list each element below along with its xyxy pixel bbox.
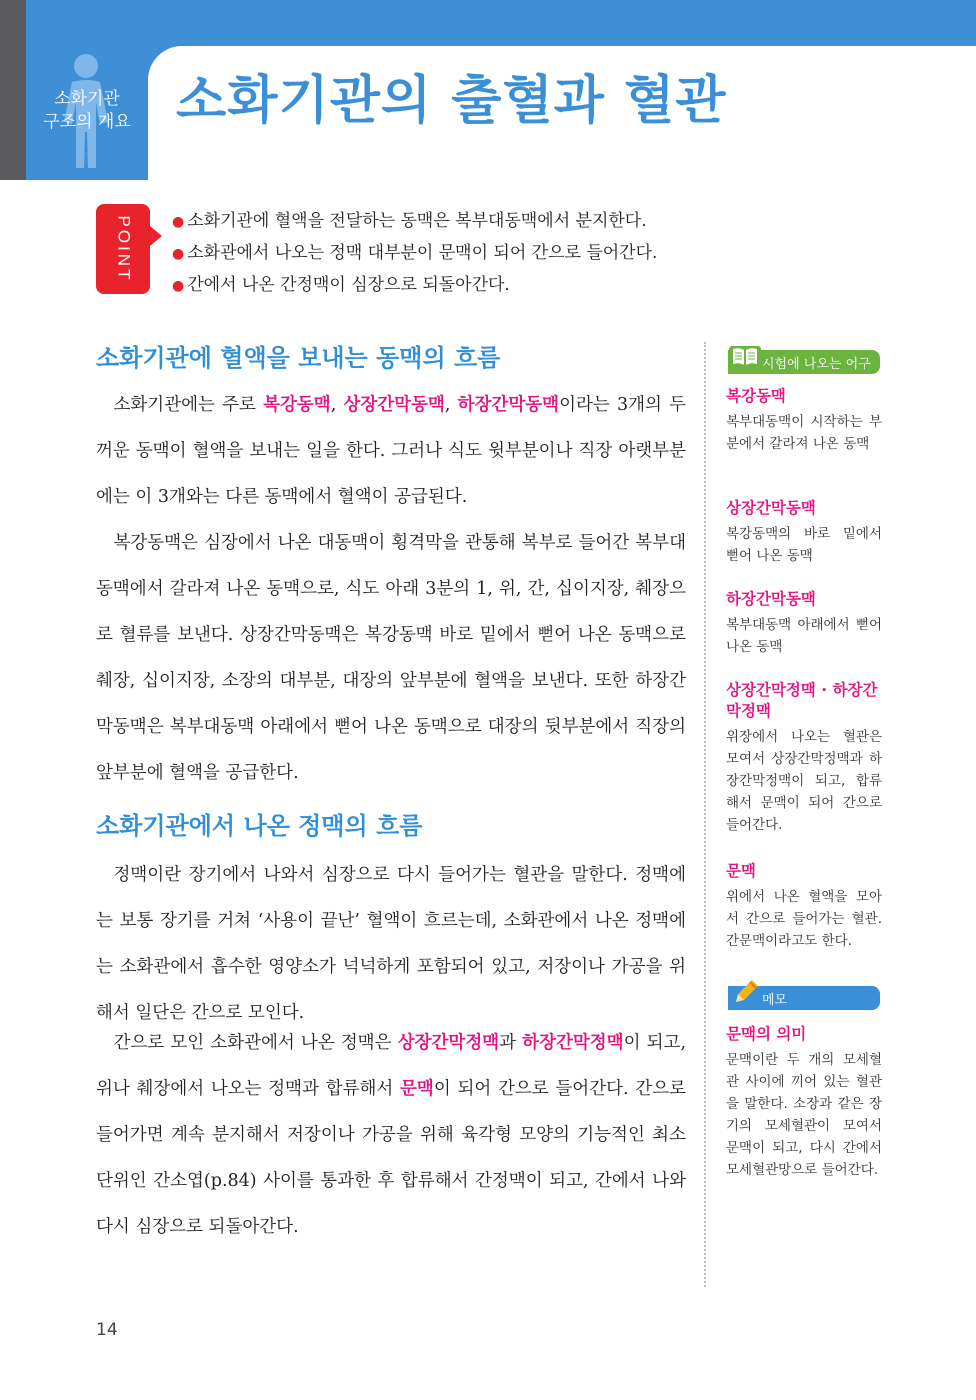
term-title: 복강동맥 [726, 387, 786, 405]
paragraph [96, 382, 686, 520]
paragraph [96, 520, 686, 796]
terms-banner [728, 350, 880, 374]
term-entry [726, 861, 882, 952]
category-line-1: 소화기관 [54, 89, 120, 109]
term-title: 하장간막동맥 [726, 590, 816, 608]
term-description: 위장에서 나오는 혈관은 모여서 상장간막정맥과 하장간막정맥이 되고, 합류해서 문맥이 되어 간으로 들어간다. [726, 729, 882, 833]
term-entry [726, 498, 882, 567]
point-item [172, 238, 657, 270]
memo-banner [728, 986, 880, 1010]
memo-entry [726, 1024, 882, 1181]
pencil-icon [728, 974, 762, 1008]
point-item-text: 소화관에서 나오는 정맥 대부분이 문맥이 되어 간으로 들어간다. [187, 243, 658, 263]
bullet-icon: ● [172, 214, 185, 230]
paragraph [96, 1020, 686, 1250]
keyword: 상장간막동맥 [343, 395, 445, 415]
memo-title: 문맥의 의미 [726, 1025, 807, 1043]
page-number: 14 [96, 1320, 118, 1340]
point-item [172, 270, 657, 302]
memo-banner-label: 메모 [762, 993, 788, 1008]
term-entry [726, 386, 882, 455]
open-book-icon [728, 338, 762, 372]
term-description: 위에서 나온 혈액을 모아서 간으로 들어가는 혈관. 간문맥이라고도 한다. [726, 889, 882, 949]
point-label: POINT [114, 215, 134, 283]
point-item [172, 206, 657, 238]
term-title: 상장간막정맥 · 하장간막정맥 [726, 681, 878, 720]
point-item-text: 소화기관에 혈액을 전달하는 동맥은 복부대동맥에서 분지한다. [187, 211, 647, 231]
header-left-bar [0, 0, 26, 180]
category-line-2: 구조의 개요 [43, 112, 131, 132]
section-heading-veins: 소화기관에서 나온 정맥의 흐름 [96, 812, 423, 840]
terms-banner-label: 시험에 나오는 어구 [762, 357, 871, 372]
term-description: 복강동맥의 바로 밑에서 뻗어 나온 동맥 [726, 526, 882, 564]
point-list [172, 206, 657, 302]
keyword: 하장간막정맥 [522, 1033, 624, 1053]
term-entry [726, 680, 882, 836]
text: 이 되어 간으로 들어간다. 간으로 들어가면 계속 분지해서 저장이나 가공을 위해 육각형 모양의 기능적인 최소단위인 간소엽(p.84) 사이를 통과한 후 합류해서 간정맥이 되고, 간에서 나와 다시 심장으로 되돌아간다. [96, 1079, 687, 1237]
category-label [26, 88, 148, 134]
term-title: 문맥 [726, 862, 756, 880]
text: , [330, 395, 344, 415]
keyword: 복강동맥 [263, 395, 331, 415]
point-tag-label [100, 204, 146, 294]
keyword: 문맥 [400, 1079, 434, 1099]
memo-description: 문맥이란 두 개의 모세혈관 사이에 끼어 있는 혈관을 말한다. 소장과 같은 장기의 모세혈관이 모여서 문맥이 되고, 다시 간에서 모세혈관망으로 들어간다. [726, 1052, 882, 1178]
keyword: 상장간막정맥 [397, 1033, 500, 1053]
text: 복강동맥은 심장에서 나온 대동맥이 횡격막을 관통해 복부로 들어간 복부대동맥에서 갈라져 나온 동맥으로, 식도 아래 3분의 1, 위, 간, 십이지장, 췌장으로 혈류를 보낸다. 상장간막동맥은 복강동맥 바로 밑에서 뻗어 나온 동맥으로 췌장, 십이지장, 소장의 대부분, 대장의 앞부분에 혈액을 보낸다. 또한 하장간막동맥은 복부대동맥 아래에서 뻗어 나온 동맥으로 대장의 뒷부분에서 직장의 앞부분에 혈액을 공급한다. [96, 533, 686, 783]
text: 간으로 모인 소화관에서 나온 정맥은 [113, 1033, 398, 1053]
term-entry [726, 589, 882, 658]
bullet-icon: ● [172, 246, 185, 262]
text: 이 되고, 위나 췌장에서 나오는 정맥과 합류해서 [96, 1033, 687, 1099]
term-description: 복부대동맥 아래에서 뻗어 나온 동맥 [726, 617, 882, 655]
term-description: 복부대동맥이 시작하는 부분에서 갈라져 나온 동맥 [726, 414, 882, 452]
text: 과 [499, 1033, 523, 1053]
paragraph [96, 852, 686, 1036]
keyword: 하장간막동맥 [457, 395, 560, 415]
text: 이라는 3개의 두꺼운 동맥이 혈액을 보내는 일을 한다. 그러나 식도 윗부분이나 직장 아랫부분에는 이 3개와는 다른 동맥에서 혈액이 공급된다. [96, 395, 686, 507]
text: , [444, 395, 458, 415]
bullet-icon: ● [172, 278, 185, 294]
sidebar-divider [704, 342, 706, 1287]
term-title: 상장간막동맥 [726, 499, 816, 517]
text: 소화기관에는 주로 [113, 395, 264, 415]
point-item-text: 간에서 나온 간정맥이 심장으로 되돌아간다. [187, 275, 510, 295]
section-heading-arteries: 소화기관에 혈액을 보내는 동맥의 흐름 [96, 344, 501, 372]
text: 정맥이란 장기에서 나와서 심장으로 다시 들어가는 혈관을 말한다. 정맥에는 보통 장기를 거쳐 ‘사용이 끝난’ 혈액이 흐르는데, 소화관에서 나온 정맥에는 소화관에서 흡수한 영양소가 넉넉하게 포함되어 있고, 저장이나 가공을 위해서 일단은 간으로 모인다. [96, 865, 686, 1023]
page-title: 소화기관의 출혈과 혈관 [176, 71, 727, 131]
